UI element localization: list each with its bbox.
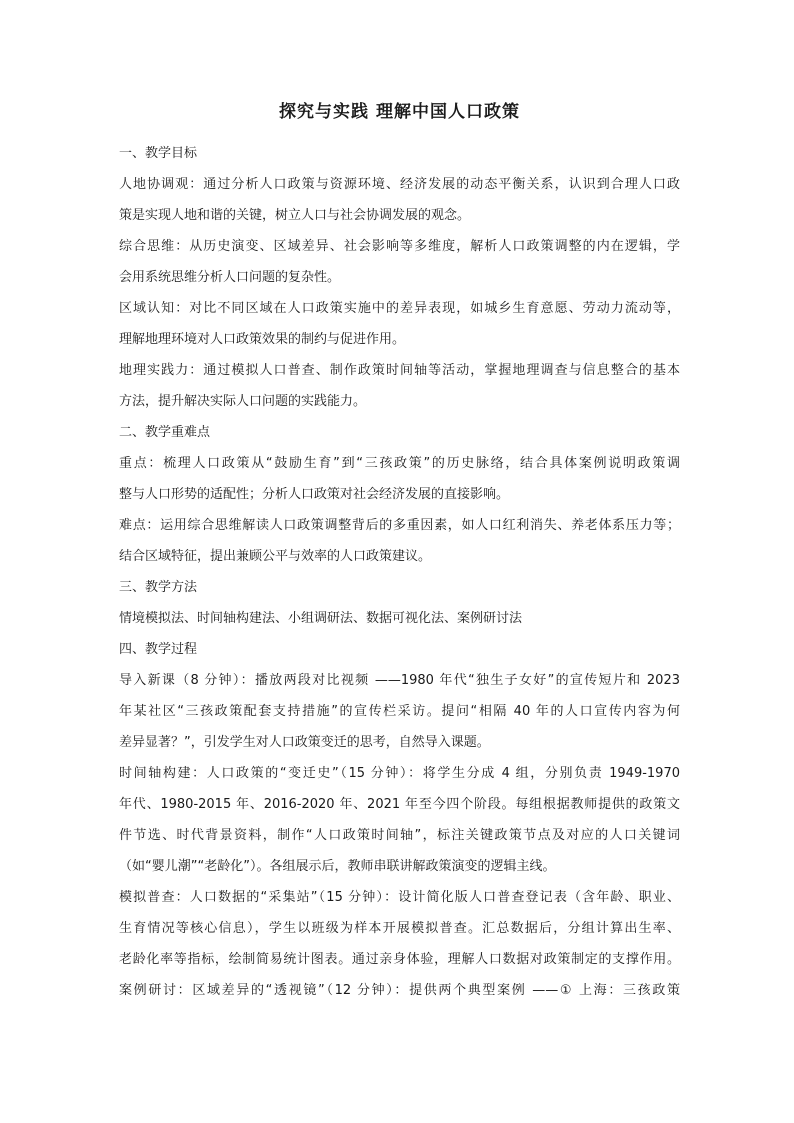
text-line: 案例研讨：区域差异的“透视镜”（12 分钟）：提供两个典型案例 ——① 上海：三孩政策 [119,983,680,998]
document-body [119,138,680,1006]
text-line: 难点：运用综合思维解读人口政策调整背后的多重因素，如人口红利消失、养老体系压力等； [119,518,680,533]
document-title: 探究与实践 理解中国人口政策 [279,102,520,122]
text-line: 策是实现人地和谐的关键，树立人口与社会协调发展的观念。 [119,208,471,223]
text-line: 差异显著？”，引发学生对人口政策变迁的思考，自然导入课题。 [119,735,490,750]
text-line: 二、教学重难点 [119,425,211,440]
text-line: 三、教学方法 [119,580,198,595]
text-line: 四、教学过程 [119,642,198,657]
document-page [119,100,680,1006]
text-line: 年代、1980-2015 年、2016-2020 年、2021 年至今四个阶段。每组根据教师提供的政策文 [119,797,680,812]
text-line: 方法，提升解决实际人口问题的实践能力。 [119,394,367,409]
text-line: 老龄化率等指标，绘制简易统计图表。通过亲身体验，理解人口数据对政策制定的支撑作用。 [119,952,680,967]
text-line: 综合思维：从历史演变、区域差异、社会影响等多维度，解析人口政策调整的内在逻辑，学 [119,239,680,254]
text-line: 情境模拟法、时间轴构建法、小组调研法、数据可视化法、案例研讨法 [119,611,523,626]
text-line: 整与人口形势的适配性；分析人口政策对社会经济发展的直接影响。 [119,487,510,502]
text-line: 件节选、时代背景资料，制作“人口政策时间轴”，标注关键政策节点及对应的人口关键词 [119,828,680,843]
text-line: 重点：梳理人口政策从“鼓励生育”到“三孩政策”的历史脉络，结合具体案例说明政策调 [119,456,680,471]
text-line: 一、教学目标 [119,146,198,161]
text-line: 会用系统思维分析人口问题的复杂性。 [119,270,341,285]
text-line: 年某社区“三孩政策配套支持措施”的宣传栏采访。提问“相隔 40 年的人口宣传内容为何 [119,704,680,719]
text-line: 导入新课（8 分钟）：播放两段对比视频 ——1980 年代“独生子女好”的宣传短片和 2023 [119,673,680,688]
text-line: 生育情况等核心信息），学生以班级为样本开展模拟普查。汇总数据后，分组计算出生率、 [119,921,680,936]
text-line: 时间轴构建：人口政策的“变迁史”（15 分钟）：将学生分成 4 组，分别负责 1949-1970 [119,766,680,781]
text-line: 区域认知：对比不同区域在人口政策实施中的差异表现，如城乡生育意愿、劳动力流动等， [119,301,680,316]
text-line: （如“婴儿潮”“老龄化”）。各组展示后，教师串联讲解政策演变的逻辑主线。 [119,859,556,874]
text-line: 人地协调观：通过分析人口政策与资源环境、经济发展的动态平衡关系，认识到合理人口政 [119,177,680,192]
text-line: 地理实践力：通过模拟人口普查、制作政策时间轴等活动，掌握地理调查与信息整合的基本 [119,363,680,378]
text-line: 结合区域特征，提出兼顾公平与效率的人口政策建议。 [119,549,432,564]
text-line: 模拟普查：人口数据的“采集站”（15 分钟）：设计简化版人口普查登记表（含年龄、职业、 [119,890,680,905]
text-line: 理解地理环境对人口政策效果的制约与促进作用。 [119,332,406,347]
